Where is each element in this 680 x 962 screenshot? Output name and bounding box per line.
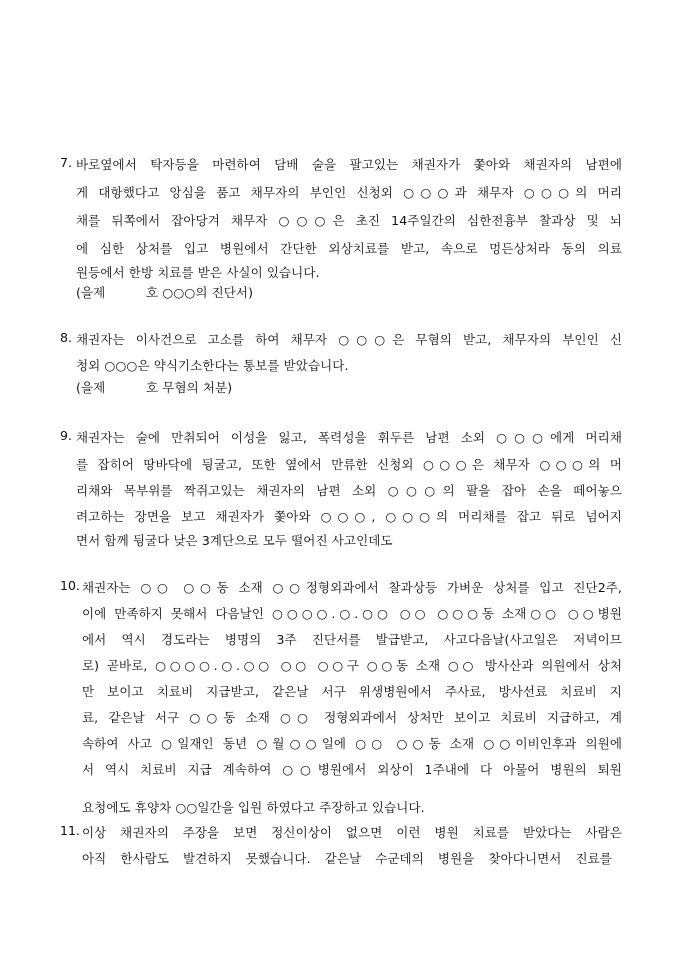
- paragraph-number: 7.: [60, 155, 72, 170]
- evidence-reference: (을제 호 무혐의 처분): [76, 380, 233, 395]
- paragraph-line: 서 역시 치료비 지급 계속하여 ○○병원에서 외상이 1주내에 다 아물어 병원의 퇴원: [82, 762, 622, 777]
- paragraph-line: 이에 만족하지 못해서 다음날인 ○○○○.○.○○ ○○ ○○○동 소재○○ ○○병원: [82, 606, 622, 621]
- paragraph-line: 로) 곧바로, ○○○○.○.○○ ○○ ○○구 ○○동 소재 ○○ 방사산과 의원에서 상처: [82, 658, 622, 673]
- paragraph-line: 채권자는 술에 만취되어 이성을 잃고, 폭력성을 휘두른 남편 소외 ○○○에게 머리채: [76, 430, 622, 445]
- paragraph-line: 리채와 목부위를 짝쥐고있는 채권자의 남편 소외 ○○○의 팔을 잡아 손을 떼어놓으: [76, 483, 622, 498]
- paragraph-line: 채권자는 ○○ ○○동 소재 ○○정형외과에서 찰과상등 가벼운 상처를 입고 진단2주,: [82, 580, 622, 595]
- paragraph-line: 이상 채권자의 주장을 보면 정신이상이 없으면 이런 병원 치료를 받았다는 사람은: [82, 825, 622, 840]
- paragraph-number: 9.: [60, 428, 72, 443]
- paragraph-number: 11.: [60, 823, 80, 838]
- paragraph-line: 채권자는 이사건으로 고소를 하여 채무자 ○○○은 무혐의 받고, 채무자의 부인인 신: [76, 332, 622, 347]
- paragraph-line: 에 심한 상처를 입고 병원에서 간단한 외상치료를 받고, 속으로 멍든상처라 동의 의료: [76, 241, 622, 256]
- paragraph-line: 료, 같은날 서구 ○○동 소재 ○○ 정형외과에서 상처만 보이고 치료비 지급하고, 계: [82, 710, 622, 725]
- paragraph-line: 속하여 사고 ○일재인 동년 ○월○○일에 ○○ ○○동 소재 ○○이비인후과 의원에: [82, 736, 622, 751]
- paragraph-line: 원등에서 한방 치료를 받은 사실이 있습니다.: [76, 265, 320, 280]
- paragraph-line: 아직 한사람도 발견하지 못했습니다. 같은날 수군데의 병원을 찾아다니면서 진료를: [82, 851, 612, 866]
- paragraph-line: 에서 역시 경도라는 병명의 3주 진단서를 발급받고, 사고다음날(사고일은 저녁이므: [82, 632, 622, 647]
- paragraph-line: 채를 뒤쪽에서 잡아당겨 채무자 ○○○은 초진 14주일간의 심한전흉부 찰과상 및 뇌: [76, 213, 622, 228]
- paragraph-number: 10.: [60, 578, 80, 593]
- paragraph-line: 만 보이고 치료비 지급받고, 같은날 서구 위생병원에서 주사료, 방사선료 치료비 지: [82, 684, 622, 699]
- evidence-reference: (을제 호 ○○○의 진단서): [76, 285, 254, 300]
- paragraph-number: 8.: [60, 330, 72, 345]
- paragraph-line: 청외 ○○○은 약식기소한다는 통보를 받았습니다.: [76, 358, 349, 373]
- paragraph-line: 려고하는 장면을 보고 채권자가 쫓아와 ○○○, ○○○의 머리채를 잡고 뒤로 넘어지: [76, 509, 622, 524]
- paragraph-line: 바로옆에서 탁자등을 마련하여 담배 술을 팔고있는 채권자가 쫓아와 채권자의 남편에: [76, 157, 622, 172]
- paragraph-line: 요청에도 휴양차 ○○일간을 입원 하였다고 주장하고 있습니다.: [82, 800, 425, 815]
- paragraph-line: 를 잡히어 땅바닥에 뒹굴고, 또한 옆에서 만류한 신청외 ○○○은 채무자 ○○○의 머: [76, 457, 622, 472]
- paragraph-line: 게 대항했다고 앙심을 품고 채무자의 부인인 신청외 ○○○과 채무자 ○○○의 머리: [76, 185, 622, 200]
- paragraph-line: 면서 함께 뒹굴다 낮은 3계단으로 모두 떨어진 사고인데도: [76, 533, 393, 548]
